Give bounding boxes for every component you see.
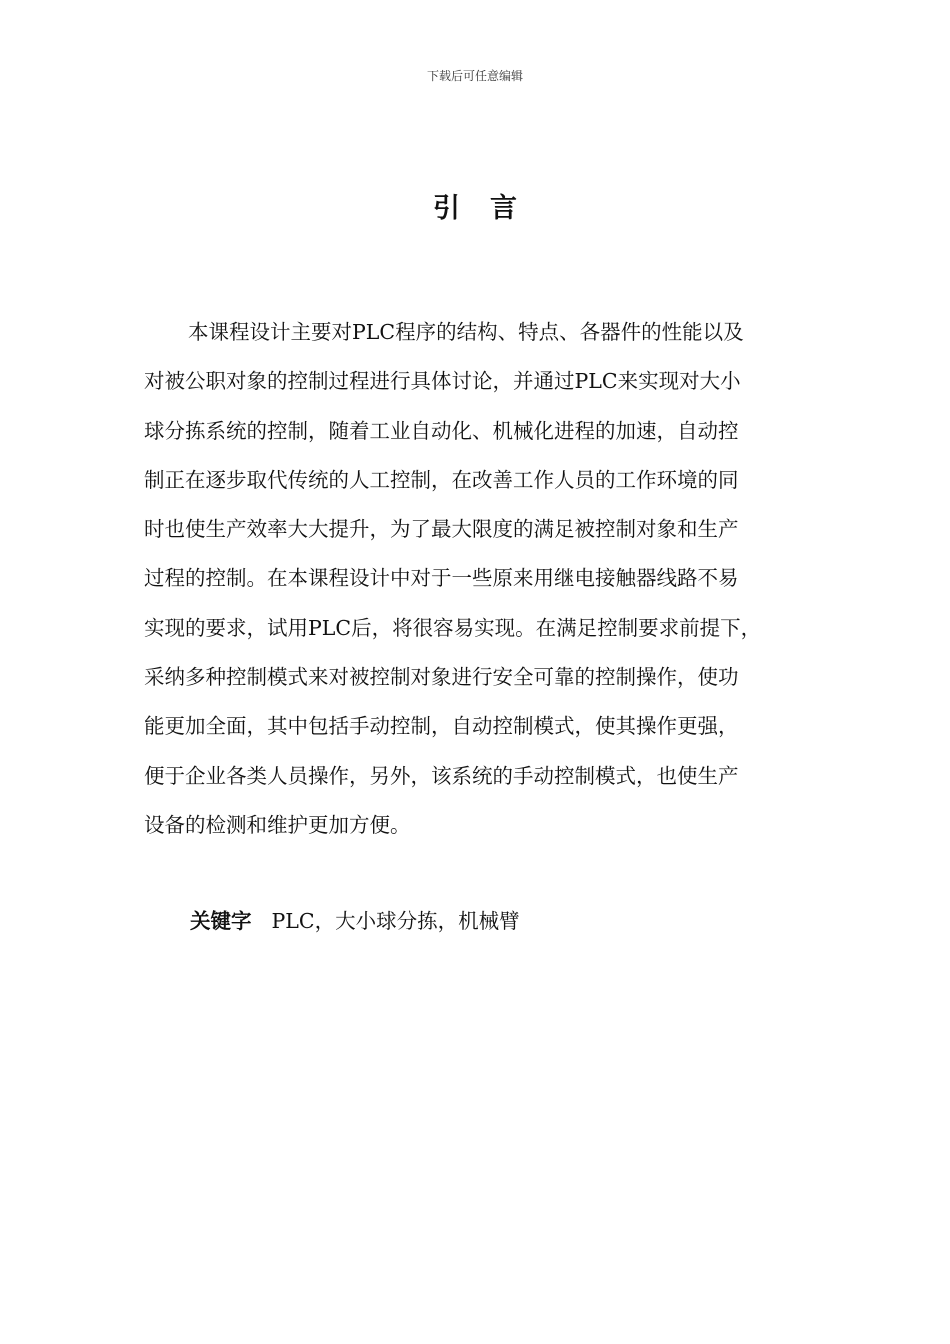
keywords-value: PLC，大小球分拣，机械臂 xyxy=(271,909,520,933)
keywords-label: 关键字 xyxy=(190,909,252,933)
paragraph-line: 时也使生产效率大大提升，为了最大限度的满足被控制对象和生产 xyxy=(144,517,739,542)
paragraph-line: 便于企业各类人员操作，另外，该系统的手动控制模式，也使生产 xyxy=(144,763,739,788)
paragraph-line: 设备的检测和维护更加方便。 xyxy=(144,812,411,837)
paragraph-line: 球分拣系统的控制，随着工业自动化、机械化进程的加速，自动控 xyxy=(144,418,739,443)
paragraph-line: 制正在逐步取代传统的人工控制，在改善工作人员的工作环境的同 xyxy=(144,467,739,492)
header-note: 下载后可任意编辑 xyxy=(426,69,523,83)
paragraph-line: 过程的控制。在本课程设计中对于一些原来用继电接触器线路不易 xyxy=(144,566,739,591)
paragraph-line: 对被公职对象的控制过程进行具体讨论，并通过PLC来实现对大小 xyxy=(144,369,741,394)
page-title: 引言 xyxy=(433,193,547,224)
paragraph-line: 能更加全面，其中包括手动控制，自动控制模式，使其操作更强， xyxy=(144,714,739,739)
paragraph-line: 实现的要求，试用PLC后，将很容易实现。在满足控制要求前提下， xyxy=(144,615,762,640)
keywords-line xyxy=(190,904,520,934)
paragraph-line: 采纳多种控制模式来对被控制对象进行安全可靠的控制操作，使功 xyxy=(144,665,739,690)
paragraph-line: 本课程设计主要对PLC程序的结构、特点、各器件的性能以及 xyxy=(188,320,744,344)
body-paragraph xyxy=(144,308,824,850)
